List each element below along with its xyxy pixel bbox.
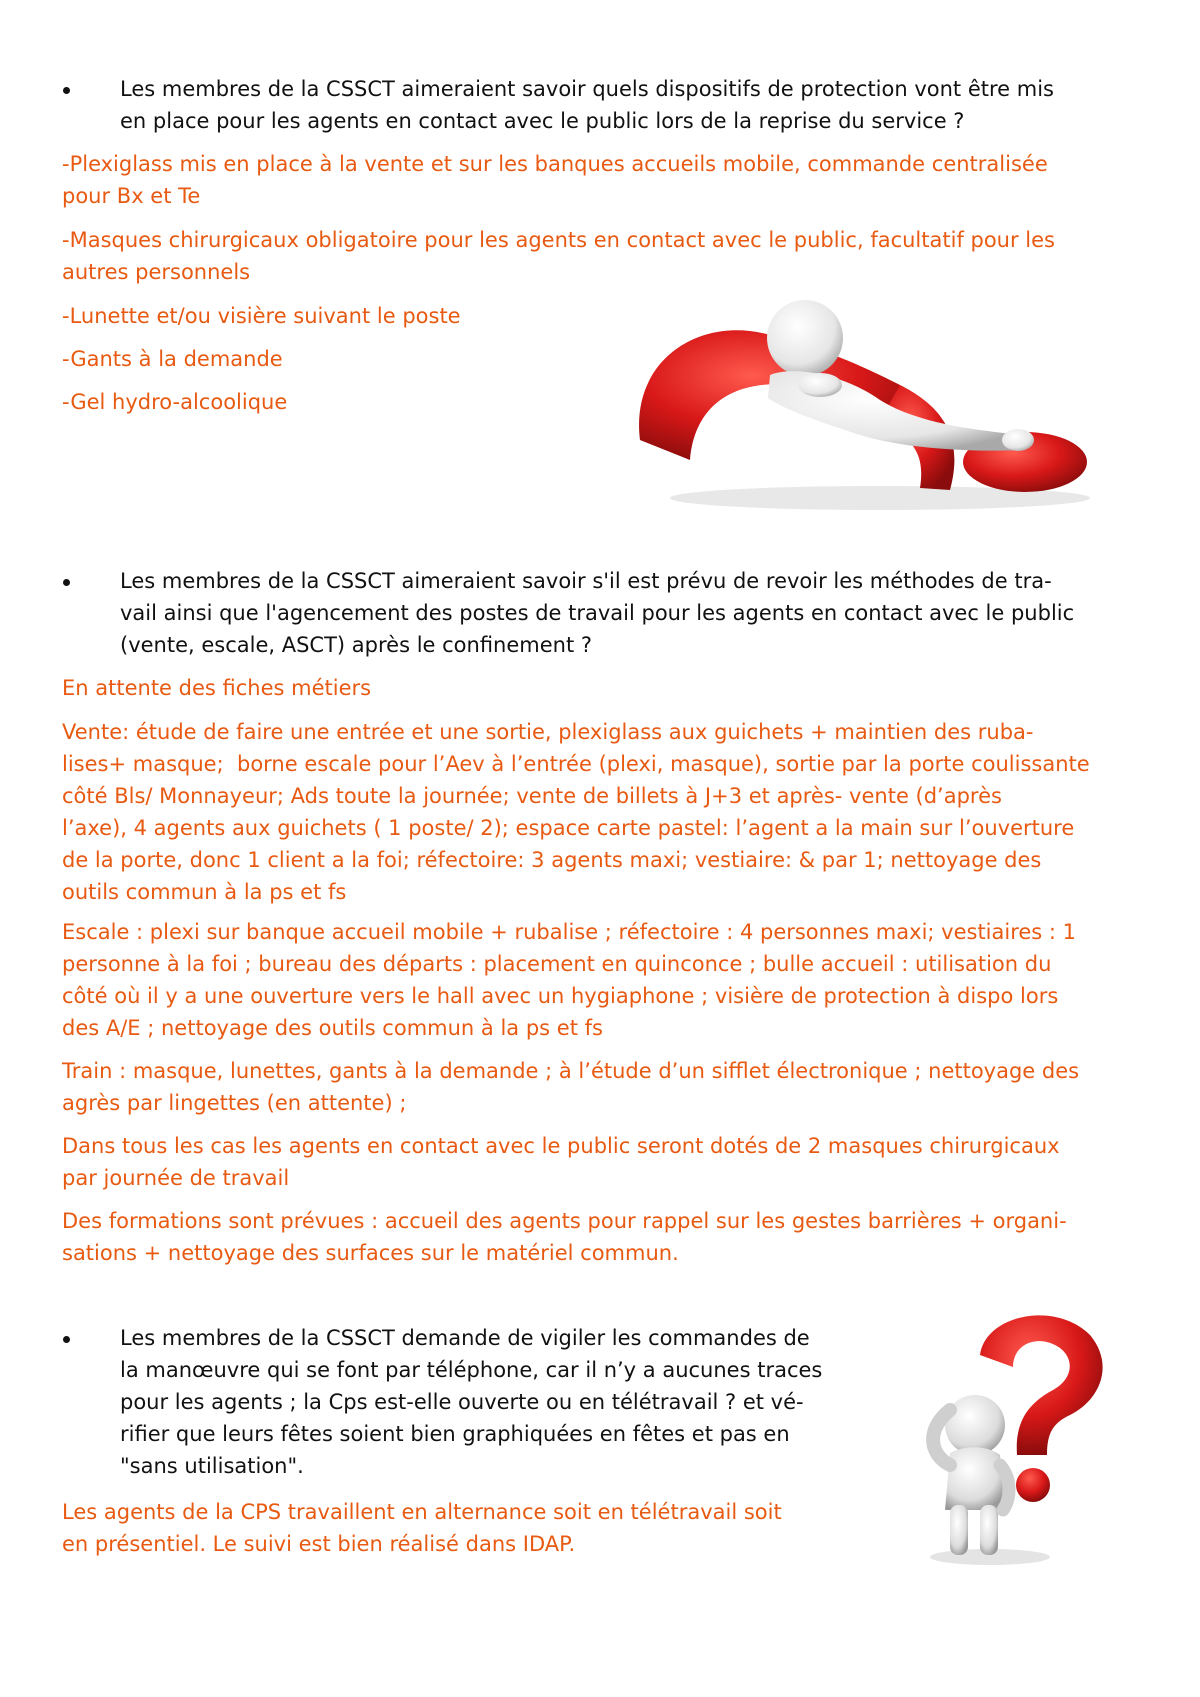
bullet-dot-icon <box>63 1336 70 1343</box>
bullet-dot-icon <box>63 579 70 586</box>
lounging-figure-question-mark-icon <box>620 290 1100 515</box>
answer-2-4: Train : masque, lunettes, gants à la demande ; à l’étude d’un sifflet électronique ; nettoyage des agrès par lingettes (en attente) ; <box>62 1059 1080 1115</box>
answer-2-5: Dans tous les cas les agents en contact avec le public seront dotés de 2 masques chirurgicaux par journée de travail <box>62 1134 1060 1190</box>
question-text-2: Les membres de la CSSCT aimeraient savoir s'il est prévu de revoir les méthodes de tra- vail ainsi que l'agencement des postes de travail pour les agents en contact avec le public (vente, escale, ASCT) après le confinement ? <box>120 569 1075 657</box>
thinking-figure-question-mark-icon <box>905 1305 1125 1570</box>
answer-1-5: -Gel hydro-alcoolique <box>62 390 288 414</box>
answer-1-3: -Lunette et/ou visière suivant le poste <box>62 304 461 328</box>
answer-2-2: Vente: étude de faire une entrée et une sortie, plexiglass aux guichets + maintien des ruba- lises+ masque; borne escale pour l’Aev à l’entrée (plexi, masque), sortie par la porte coulissante côté Bls/ Monnayeur; Ads toute la journée; vente de billets à J+3 et après- vente (d’après l’axe), 4 agents aux guichets ( 1 poste/ 2); espace carte pastel: l’agent a la main sur l’ouverture de la porte, donc 1 client a la foi; réfectoire: 3 agents maxi; vestiaire: & par 1; nettoyage des outils commun à la ps et fs <box>62 720 1090 904</box>
question-text-3: Les membres de la CSSCT demande de vigiler les commandes de la manœuvre qui se font par téléphone, car il n’y a aucunes traces pour les agents ; la Cps est-elle ouverte ou en télétravail ? et vé- rifier que leurs fêtes soient bien graphiquées en fêtes et pas en "sans utilisation". <box>120 1326 823 1478</box>
question-text-1: Les membres de la CSSCT aimeraient savoir quels dispositifs de protection vont être mis en place pour les agents en contact avec le public lors de la reprise du service ? <box>120 77 1054 133</box>
answer-3-1: Les agents de la CPS travaillent en alternance soit en télétravail soit en présentiel. Le suivi est bien réalisé dans IDAP. <box>62 1500 782 1556</box>
question-bullet-2 <box>60 565 1140 661</box>
answer-1-1: -Plexiglass mis en place à la vente et sur les banques accueils mobile, commande centralisée pour Bx et Te <box>62 152 1048 208</box>
answer-2-1: En attente des fiches métiers <box>62 676 372 700</box>
question-bullet-1 <box>60 73 1140 137</box>
bullet-dot-icon <box>63 87 70 94</box>
answer-2-3: Escale : plexi sur banque accueil mobile + rubalise ; réfectoire : 4 personnes maxi; vestiaires : 1 personne à la foi ; bureau des départs : placement en quinconce ; bulle accueil : utilisation du côté où il y a une ouverture vers le hall avec un hygiaphone ; visière de protection à dispo lors des A/E ; nettoyage des outils commun à la ps et fs <box>62 920 1077 1040</box>
answer-1-2: -Masques chirurgicaux obligatoire pour les agents en contact avec le public, facultatif pour les autres personnels <box>62 228 1055 284</box>
answer-1-4: -Gants à la demande <box>62 347 283 371</box>
answer-2-6: Des formations sont prévues : accueil des agents pour rappel sur les gestes barrières + organi- sations + nettoyage des surfaces sur le matériel commun. <box>62 1209 1067 1265</box>
question-bullet-3 <box>60 1322 860 1482</box>
